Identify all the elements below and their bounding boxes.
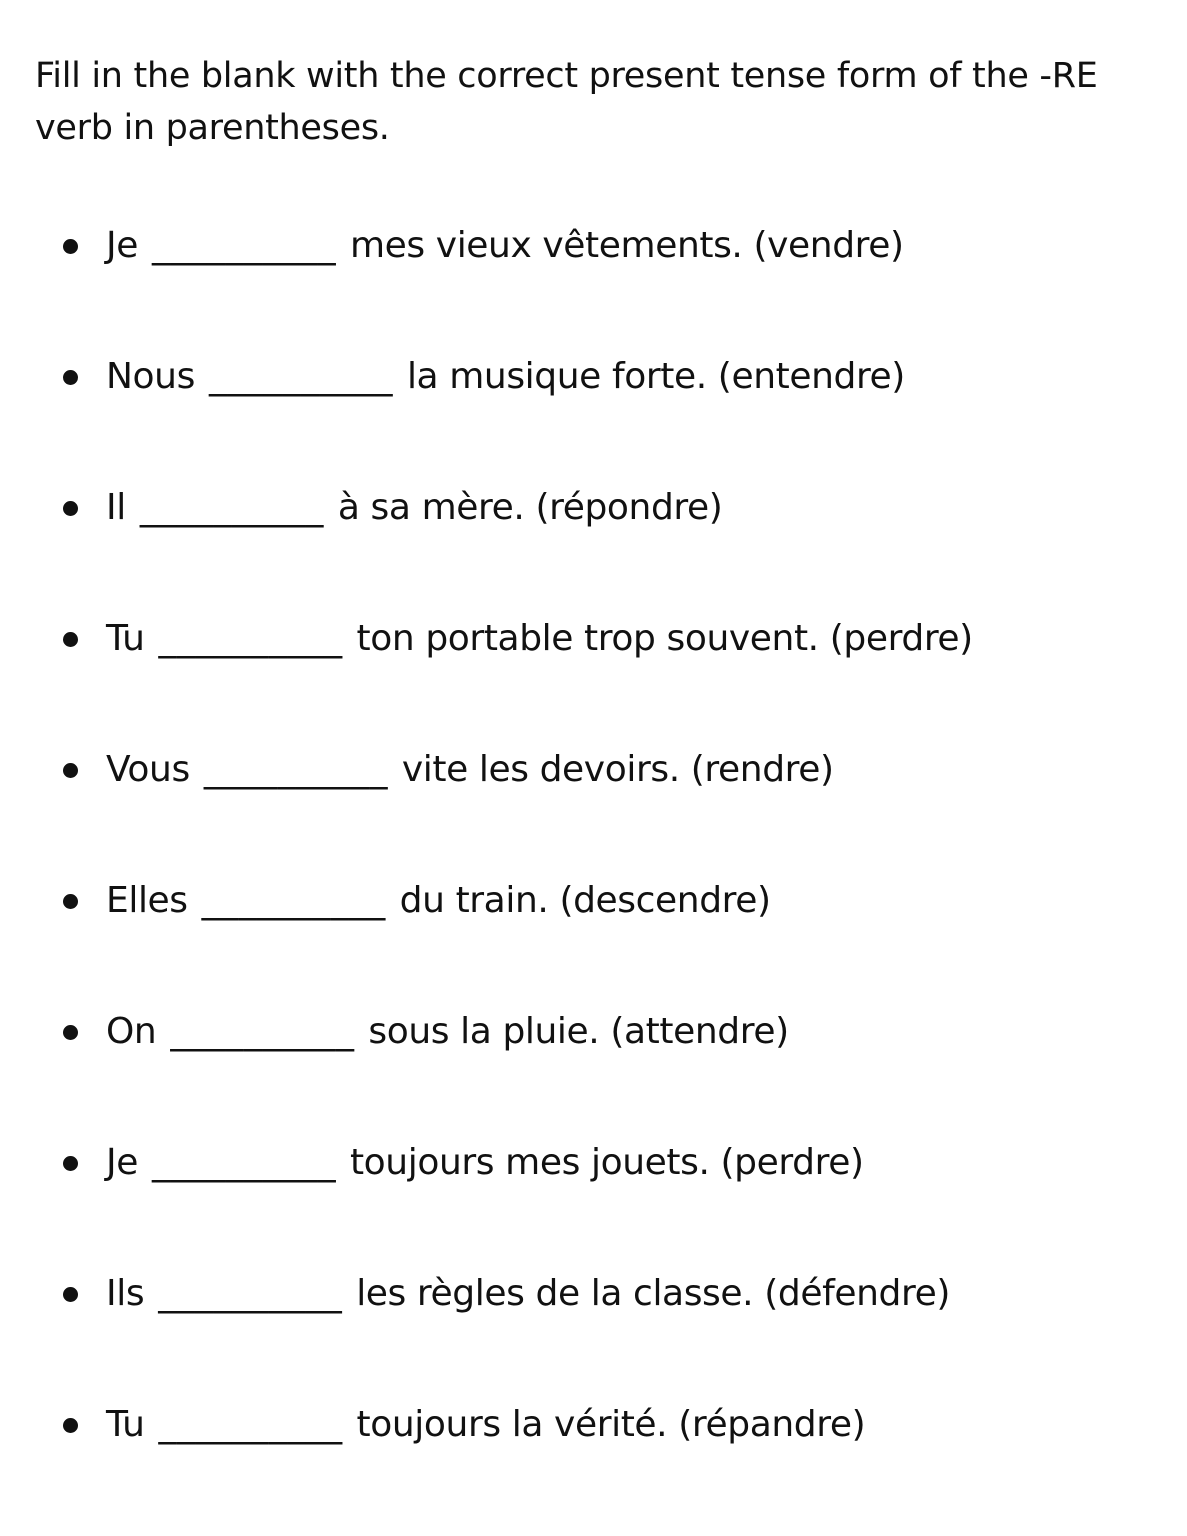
bullet-icon (63, 1418, 78, 1433)
exercise-item (0, 604, 973, 735)
exercise-item (0, 866, 973, 997)
exercise-item (0, 1259, 973, 1390)
sentence-remainder: ton portable trop souvent. (perdre) (356, 618, 973, 659)
bullet-icon (63, 632, 78, 647)
sentence-remainder: sous la pluie. (attendre) (368, 1011, 789, 1052)
bullet-icon (63, 894, 78, 909)
bullet-icon (63, 1287, 78, 1302)
subject-pronoun: Il (106, 487, 126, 528)
bullet-icon (63, 501, 78, 516)
bullet-icon (63, 1025, 78, 1040)
sentence-remainder: mes vieux vêtements. (vendre) (349, 225, 904, 266)
sentence-remainder: toujours la vérité. (répandre) (356, 1404, 866, 1445)
answer-blank[interactable]: __________ (158, 618, 343, 659)
bullet-icon (63, 763, 78, 778)
bullet-icon (63, 1156, 78, 1171)
sentence-remainder: vite les devoirs. (rendre) (401, 749, 834, 790)
subject-pronoun: On (106, 1011, 157, 1052)
bullet-icon (63, 370, 78, 385)
exercise-item (0, 735, 973, 866)
answer-blank[interactable]: __________ (208, 356, 393, 397)
subject-pronoun: Je (106, 1142, 138, 1183)
answer-blank[interactable]: __________ (170, 1011, 355, 1052)
answer-blank[interactable]: __________ (158, 1404, 343, 1445)
sentence-remainder: du train. (descendre) (399, 880, 771, 921)
answer-blank[interactable]: __________ (151, 1142, 336, 1183)
subject-pronoun: Tu (106, 1404, 145, 1445)
exercise-list (0, 211, 973, 1521)
answer-blank[interactable]: __________ (151, 225, 336, 266)
subject-pronoun: Ils (106, 1273, 145, 1314)
sentence-remainder: toujours mes jouets. (perdre) (349, 1142, 864, 1183)
answer-blank[interactable]: __________ (203, 749, 388, 790)
subject-pronoun: Tu (106, 618, 145, 659)
answer-blank[interactable]: __________ (158, 1273, 343, 1314)
exercise-item (0, 1390, 973, 1521)
answer-blank[interactable]: __________ (139, 487, 324, 528)
sentence-remainder: la musique forte. (entendre) (406, 356, 905, 397)
exercise-item (0, 342, 973, 473)
sentence-remainder: à sa mère. (répondre) (337, 487, 723, 528)
answer-blank[interactable]: __________ (201, 880, 386, 921)
subject-pronoun: Je (106, 225, 138, 266)
subject-pronoun: Vous (106, 749, 190, 790)
worksheet-instructions: Fill in the blank with the correct present tense form of the -RE verb in parentheses. (35, 56, 1098, 148)
exercise-item (0, 473, 973, 604)
subject-pronoun: Nous (106, 356, 195, 397)
subject-pronoun: Elles (106, 880, 188, 921)
exercise-item (0, 211, 973, 342)
sentence-remainder: les règles de la classe. (défendre) (356, 1273, 950, 1314)
exercise-item (0, 997, 973, 1128)
bullet-icon (63, 239, 78, 254)
exercise-item (0, 1128, 973, 1259)
